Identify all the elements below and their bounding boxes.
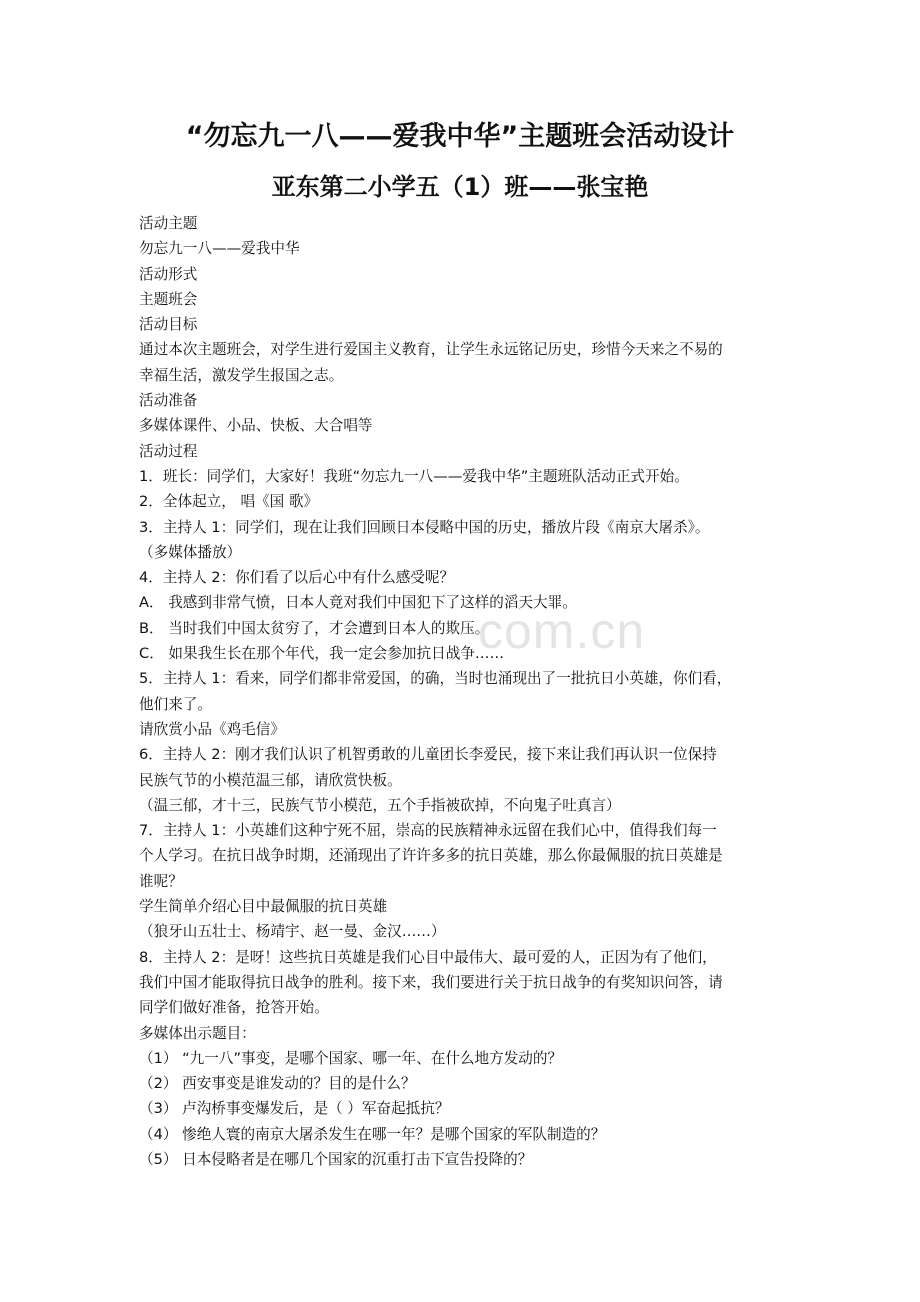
document-body [139,211,789,1172]
body-line: 同学们做好准备，抢答开始。 [139,999,329,1017]
body-line: （4） 惨绝人寰的南京大屠杀发生在哪一年？是哪个国家的军队制造的？ [139,1125,606,1143]
body-line: 3．主持人 1：同学们，现在让我们回顾日本侵略中国的历史，播放片段《南京大屠杀》。 [139,518,710,536]
body-line: 个人学习。在抗日战争时期，还涌现出了许许多多的抗日英雄，那么你最佩服的抗日英雄是 [139,847,723,865]
body-line: C． 如果我生长在那个年代，我一定会参加抗日战争…… [139,645,505,663]
body-line: 活动准备 [139,392,198,410]
body-line: 活动主题 [139,215,198,232]
body-line: 通过本次主题班会，对学生进行爱国主义教育，让学生永远铭记历史，珍惜今天来之不易的 [139,341,723,359]
body-line: 多媒体课件、小品、快板、大合唱等 [139,417,373,435]
body-line: （1） “九一八”事变，是哪个国家、哪一年、在什么地方发动的？ [139,1049,563,1067]
body-line: 民族气节的小模范温三郁，请欣赏快板。 [139,771,402,789]
body-line: 学生简单介绍心目中最佩服的抗日英雄 [139,898,388,916]
body-line: （温三郁，才十三，民族气节小模范，五个手指被砍掉，不向鬼子吐真言） [139,796,621,814]
body-line: 1．班长：同学们，大家好！我班“勿忘九一八——爱我中华”主题班队活动正式开始。 [139,467,689,485]
body-line: （狼牙山五壮士、杨靖宇、赵一曼、金汉……） [139,923,446,941]
body-line: 他们来了。 [139,695,212,713]
body-line: （5） 日本侵略者是在哪几个国家的沉重打击下宣告投降的？ [139,1150,533,1168]
body-line: 2．全体起立， 唱《国 歌》 [139,493,319,511]
body-line: 活动过程 [139,442,198,460]
watermark: com.cn [478,603,646,659]
document-title: “勿忘九一八——爱我中华”主题班会活动设计 [185,121,735,152]
body-line: （2） 西安事变是谁发动的？目的是什么？ [139,1075,416,1093]
body-line: 幸福生活，激发学生报国之志。 [139,366,344,384]
body-line: （多媒体播放） [139,543,242,561]
body-line: 主题班会 [139,290,198,308]
body-line: 7．主持人 1：小英雄们这种宁死不屈，崇高的民族精神永远留在我们心中，值得我们每一 [139,822,717,840]
body-line: 我们中国才能取得抗日战争的胜利。接下来，我们要进行关于抗日战争的有奖知识问答，请 [139,973,723,991]
body-line: 4．主持人 2：你们看了以后心中有什么感受呢？ [139,569,455,587]
body-line: 请欣赏小品《鸡毛信》 [139,720,285,738]
body-line: 勿忘九一八——爱我中华 [139,240,300,258]
body-line: B． 当时我们中国太贫穷了，才会遭到日本人的欺压。 [139,619,490,637]
body-line: 活动形式 [139,265,198,283]
document-subtitle: 亚东第二小学五（1）班——张宝艳 [271,173,649,201]
body-line: 多媒体出示题目： [139,1024,256,1042]
body-line: 6．主持人 2：刚才我们认识了机智勇敢的儿童团长李爱民，接下来让我们再认识一位保持 [139,746,717,764]
body-line: 活动目标 [139,316,198,334]
body-line: 谁呢？ [139,872,183,890]
body-line: A． 我感到非常气愤，日本人竟对我们中国犯下了这样的滔天大罪。 [139,594,577,612]
body-line: （3） 卢沟桥事变爆发后，是（ ）军奋起抵抗？ [139,1100,450,1118]
body-line: 5．主持人 1：看来，同学们都非常爱国，的确，当时也涌现出了一批抗日小英雄，你们看， [139,670,732,688]
body-line: 8．主持人 2：是呀！这些抗日英雄是我们心目中最伟大、最可爱的人，正因为有了他们， [139,948,717,966]
